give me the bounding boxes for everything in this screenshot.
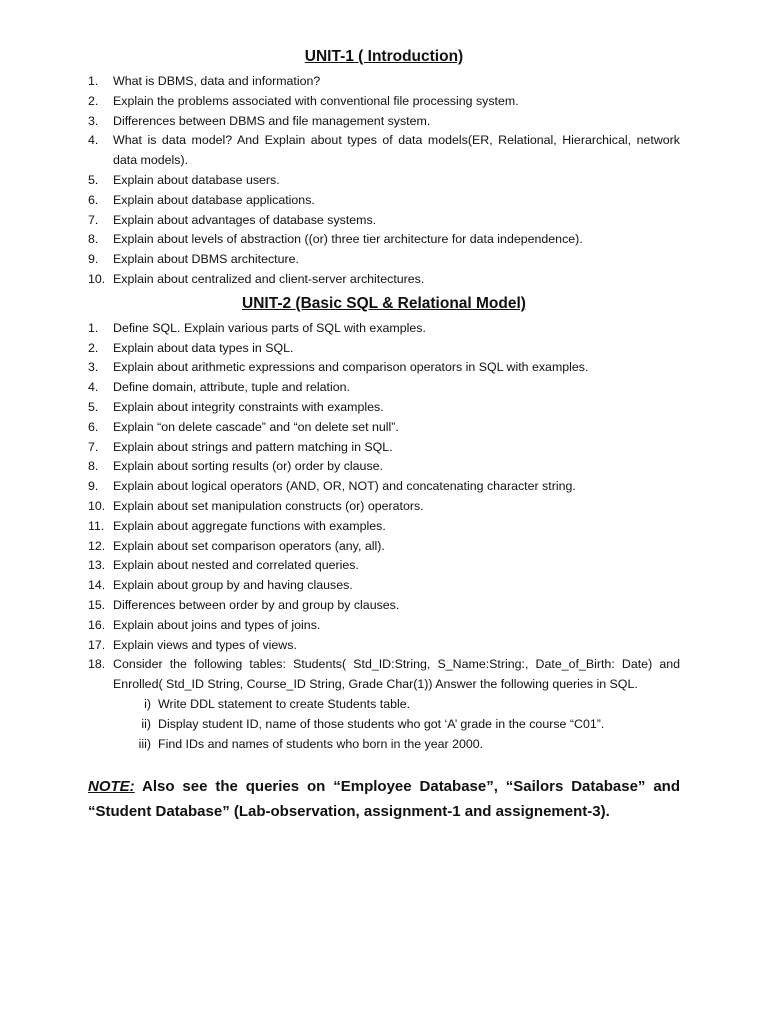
question-text: Explain about sorting results (or) order by clause. <box>113 459 383 474</box>
question-text: Explain about nested and correlated queries. <box>113 558 359 573</box>
unit2-question-11 <box>88 517 680 537</box>
unit2-question-13 <box>88 556 680 576</box>
question-number: 1. <box>88 320 99 335</box>
question-number: 11. <box>88 518 105 533</box>
question-text: Differences between DBMS and file management system. <box>113 113 431 128</box>
question-text: Explain the problems associated with conventional file processing system. <box>113 93 519 108</box>
note-paragraph <box>88 774 680 824</box>
question-text: Explain about strings and pattern matching in SQL. <box>113 439 393 454</box>
question-number: 9. <box>88 252 99 267</box>
unit2-question-2 <box>88 339 680 359</box>
question-number: 3. <box>88 360 99 375</box>
question-number: 7. <box>88 212 99 227</box>
unit2-question-18 <box>88 655 680 754</box>
question-number: 10. <box>88 498 106 513</box>
unit1-question-8 <box>88 230 680 250</box>
unit1-question-1 <box>88 72 680 92</box>
question-number: 6. <box>88 192 99 207</box>
question-text: Explain views and types of views. <box>113 637 297 652</box>
unit1-question-9 <box>88 250 680 270</box>
unit1-question-4 <box>88 131 680 171</box>
unit1-question-2 <box>88 92 680 112</box>
question-number: 9. <box>88 479 99 494</box>
sub-question-3 <box>113 735 680 755</box>
note-label: NOTE: <box>88 778 135 796</box>
sub-question-text: Display student ID, name of those students who got ‘A’ grade in the course “C01”. <box>158 716 605 731</box>
question-text: Explain about levels of abstraction ((or) three tier architecture for data independence). <box>113 232 583 247</box>
unit2-question-4 <box>88 378 680 398</box>
question-text: What is data model? And Explain about types of data models(ER, Relational, Hierarchical, network data models). <box>113 133 680 168</box>
question-number: 17. <box>88 637 106 652</box>
question-text: Explain “on delete cascade” and “on delete set null”. <box>113 419 399 434</box>
question-text: Explain about data types in SQL. <box>113 340 294 355</box>
unit2-question-15 <box>88 596 680 616</box>
unit1-question-3 <box>88 112 680 132</box>
question-number: 3. <box>88 113 99 128</box>
unit1-question-7 <box>88 211 680 231</box>
question-number: 2. <box>88 340 99 355</box>
unit2-question-8 <box>88 457 680 477</box>
note-text: Also see the queries on “Employee Database”, “Sailors Database” and “Student Database” (Lab-observation, assignment-1 and assignement-3). <box>88 778 680 821</box>
question-number: 2. <box>88 93 99 108</box>
question-text: Explain about integrity constraints with examples. <box>113 399 384 414</box>
question-number: 18. <box>88 657 106 672</box>
unit2-question-7 <box>88 438 680 458</box>
sub-question-number: i) <box>144 696 151 711</box>
sub-question-text: Write DDL statement to create Students table. <box>158 696 411 711</box>
question-text: What is DBMS, data and information? <box>113 74 321 88</box>
unit2-question-12 <box>88 537 680 557</box>
sub-question-number: ii) <box>141 716 151 731</box>
question-text: Define SQL. Explain various parts of SQL with examples. <box>113 320 426 335</box>
unit2-sub-question-list <box>113 695 680 754</box>
unit2-question-5 <box>88 398 680 418</box>
sub-question-1 <box>113 695 680 715</box>
question-number: 16. <box>88 617 106 632</box>
question-number: 1. <box>88 74 99 88</box>
question-text: Explain about group by and having clauses. <box>113 578 353 593</box>
question-number: 7. <box>88 439 99 454</box>
unit2-question-list <box>88 319 680 755</box>
unit2-question-16 <box>88 616 680 636</box>
question-number: 8. <box>88 459 99 474</box>
sub-question-2 <box>113 715 680 735</box>
question-number: 13. <box>88 558 106 573</box>
question-text: Explain about aggregate functions with examples. <box>113 518 386 533</box>
question-text: Explain about DBMS architecture. <box>113 252 299 267</box>
sub-question-number: iii) <box>138 736 151 751</box>
question-number: 6. <box>88 419 99 434</box>
question-number: 4. <box>88 380 99 395</box>
question-text: Explain about arithmetic expressions and comparison operators in SQL with examples. <box>113 360 589 375</box>
question-number: 8. <box>88 232 99 247</box>
unit2-question-1 <box>88 319 680 339</box>
question-text: Explain about logical operators (AND, OR, NOT) and concatenating character string. <box>113 479 576 494</box>
question-text: Explain about set manipulation constructs (or) operators. <box>113 498 424 513</box>
question-number: 12. <box>88 538 106 553</box>
question-text: Differences between order by and group by clauses. <box>113 597 400 612</box>
question-text: Explain about advantages of database systems. <box>113 212 377 227</box>
question-number: 4. <box>88 133 99 148</box>
unit2-question-10 <box>88 497 680 517</box>
question-text: Explain about joins and types of joins. <box>113 617 321 632</box>
unit1-question-10 <box>88 270 680 290</box>
question-number: 14. <box>88 578 106 593</box>
question-text: Consider the following tables: Students( Std_ID:String, S_Name:String:, Date_of_Birth: Date) and Enrolled( Std_ID String, Course_ID String, Grade Char(1)) Answer the following queries in SQL. <box>113 657 680 692</box>
question-text: Explain about set comparison operators (any, all). <box>113 538 385 553</box>
question-text: Explain about centralized and client-server architectures. <box>113 271 425 286</box>
question-number: 5. <box>88 172 99 187</box>
question-text: Explain about database users. <box>113 172 280 187</box>
unit2-question-3 <box>88 358 680 378</box>
question-text: Explain about database applications. <box>113 192 315 207</box>
unit2-question-6 <box>88 418 680 438</box>
unit2-title: UNIT-2 (Basic SQL & Relational Model) <box>242 294 526 312</box>
unit1-question-6 <box>88 191 680 211</box>
unit2-question-14 <box>88 576 680 596</box>
unit1-question-list <box>88 72 680 290</box>
unit2-question-9 <box>88 477 680 497</box>
question-number: 15. <box>88 597 106 612</box>
sub-question-text: Find IDs and names of students who born in the year 2000. <box>158 736 484 751</box>
unit1-question-5 <box>88 171 680 191</box>
question-text: Define domain, attribute, tuple and relation. <box>113 380 350 395</box>
question-number: 5. <box>88 399 99 414</box>
unit2-question-17 <box>88 636 680 656</box>
unit1-title: UNIT-1 ( Introduction) <box>304 48 464 65</box>
question-number: 10. <box>88 271 106 286</box>
